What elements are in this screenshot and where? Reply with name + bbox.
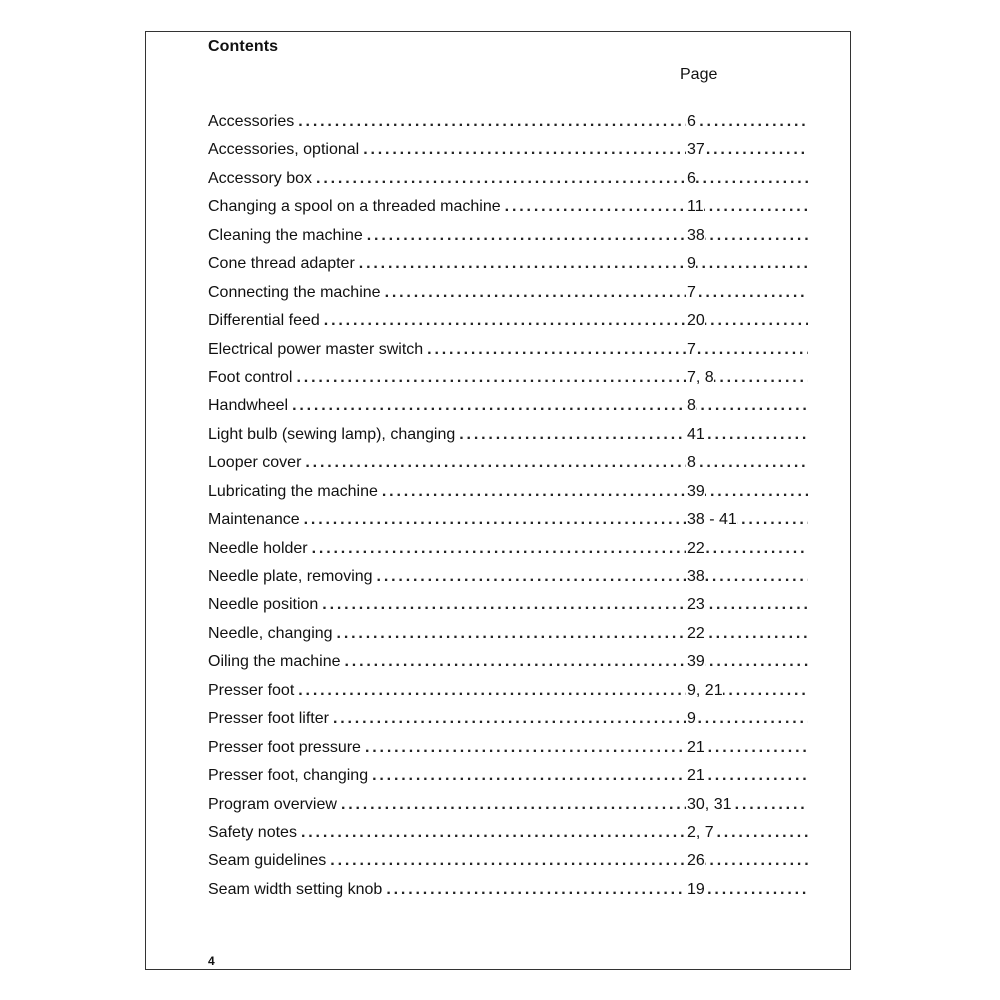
toc-entry-label: Foot control	[208, 368, 293, 386]
toc-leader-dots	[355, 250, 808, 278]
toc-entry	[208, 819, 808, 847]
toc-entry-label: Presser foot pressure	[208, 738, 361, 756]
toc-entry-label: Handwheel	[208, 397, 289, 415]
toc-entry-label: Lubricating the machine	[208, 482, 378, 500]
toc-leader-dots	[292, 364, 808, 392]
toc-entry-label: Changing a spool on a threaded machine	[208, 198, 501, 216]
toc-entry-pages: 22	[686, 620, 705, 648]
toc-entry	[208, 279, 808, 307]
toc-entry	[208, 108, 808, 136]
toc-entry-label: Needle plate, removing	[208, 568, 373, 585]
toc-entry	[208, 250, 808, 278]
page-column-label: Page	[680, 66, 718, 83]
toc-leader-dots	[326, 847, 808, 875]
toc-leader-dots	[308, 535, 808, 563]
toc-entry	[208, 421, 808, 449]
toc-entry-pages: 22	[686, 535, 705, 563]
toc-entry-pages: 30, 31	[686, 791, 731, 819]
toc-entry	[208, 364, 808, 392]
toc-entry	[208, 705, 808, 733]
toc-leader-dots	[320, 307, 808, 335]
toc-entry-label: Needle, changing	[208, 624, 333, 642]
toc-leader-dots	[333, 620, 808, 648]
toc-entry-label: Cleaning the machine	[208, 226, 363, 244]
toc-entry-label: Light bulb (sewing lamp), changing	[208, 425, 456, 443]
page-title: Contents	[208, 38, 279, 55]
document-page	[145, 31, 851, 970]
toc-entry	[208, 762, 808, 790]
toc-entry-pages: 7, 8	[686, 364, 714, 392]
toc-entry-pages: 9	[686, 705, 696, 733]
toc-entry-pages: 7	[686, 279, 696, 307]
footer-page-number: 4	[208, 954, 215, 968]
toc-entry-label: Presser foot, changing	[208, 767, 369, 785]
toc-entry-pages: 7	[686, 336, 696, 364]
toc-leader-dots	[373, 563, 808, 591]
toc-leader-dots	[378, 478, 808, 506]
toc-entry-label: Looper cover	[208, 454, 302, 472]
toc-entry-pages: 6	[686, 108, 696, 136]
toc-entry-pages: 26	[686, 847, 705, 875]
toc-entry-label: Needle holder	[208, 539, 308, 557]
table-of-contents	[208, 108, 808, 904]
toc-entry-label: Accessory box	[208, 169, 313, 187]
toc-leader-dots	[297, 819, 808, 847]
toc-entry-label: Safety notes	[208, 823, 297, 841]
toc-entry-pages: 6	[686, 165, 696, 193]
toc-entry	[208, 478, 808, 506]
toc-leader-dots	[337, 791, 808, 819]
toc-leader-dots	[361, 734, 808, 762]
toc-entry	[208, 392, 808, 420]
toc-leader-dots	[341, 648, 808, 676]
toc-leader-dots	[294, 108, 808, 136]
toc-entry	[208, 648, 808, 676]
toc-entry	[208, 791, 808, 819]
toc-leader-dots	[501, 193, 808, 221]
toc-entry-pages: 23	[686, 591, 705, 619]
toc-entry-label: Needle position	[208, 596, 319, 614]
toc-entry-label: Cone thread adapter	[208, 255, 355, 273]
toc-entry	[208, 620, 808, 648]
toc-entry	[208, 563, 808, 591]
toc-leader-dots	[363, 222, 808, 250]
toc-entry-label: Seam guidelines	[208, 852, 327, 870]
toc-entry	[208, 165, 808, 193]
toc-entry	[208, 535, 808, 563]
toc-entry-label: Accessories, optional	[208, 141, 360, 159]
toc-entry-pages: 20	[686, 307, 705, 335]
toc-leader-dots	[312, 165, 808, 193]
toc-leader-dots	[381, 279, 808, 307]
toc-entry	[208, 847, 808, 875]
toc-entry	[208, 591, 808, 619]
toc-entry-pages: 37	[686, 136, 705, 164]
toc-leader-dots	[423, 336, 808, 364]
toc-leader-dots	[368, 762, 808, 790]
toc-entry-pages: 38	[686, 222, 705, 250]
toc-entry-pages: 19	[686, 876, 705, 904]
toc-entry-pages: 8	[686, 449, 696, 477]
toc-entry-pages: 38	[686, 563, 705, 591]
toc-entry-label: Presser foot lifter	[208, 710, 329, 728]
toc-leader-dots	[359, 136, 808, 164]
toc-entry-pages: 9	[686, 250, 696, 278]
toc-entry	[208, 449, 808, 477]
toc-entry	[208, 136, 808, 164]
toc-entry-pages: 21	[686, 762, 705, 790]
toc-leader-dots	[455, 421, 808, 449]
toc-entry-pages: 41	[686, 421, 705, 449]
toc-entry-label: Presser foot	[208, 681, 295, 699]
toc-entry-pages: 8	[686, 392, 696, 420]
toc-entry	[208, 677, 808, 705]
toc-entry-label: Differential feed	[208, 312, 320, 330]
toc-leader-dots	[301, 449, 808, 477]
toc-entry-label: Accessories	[208, 113, 295, 130]
toc-entry-pages: 38 - 41	[686, 506, 737, 534]
toc-leader-dots	[288, 392, 808, 420]
toc-entry-pages: 39	[686, 478, 705, 506]
toc-entry	[208, 506, 808, 534]
toc-entry-pages: 2, 7	[686, 819, 714, 847]
toc-entry	[208, 307, 808, 335]
toc-entry-label: Connecting the machine	[208, 283, 381, 301]
toc-entry	[208, 336, 808, 364]
toc-leader-dots	[382, 876, 808, 904]
toc-entry-label: Maintenance	[208, 511, 300, 529]
toc-entry-label: Seam width setting knob	[208, 880, 383, 898]
toc-leader-dots	[294, 677, 808, 705]
toc-entry	[208, 193, 808, 221]
toc-entry	[208, 876, 808, 904]
toc-leader-dots	[318, 591, 808, 619]
toc-entry-pages: 11	[686, 193, 704, 221]
toc-entry-pages: 21	[686, 734, 705, 762]
toc-entry-pages: 39	[686, 648, 705, 676]
toc-entry	[208, 222, 808, 250]
toc-entry-label: Oiling the machine	[208, 653, 341, 671]
toc-entry-pages: 9, 21	[686, 677, 723, 705]
toc-leader-dots	[329, 705, 808, 733]
toc-entry-label: Program overview	[208, 795, 337, 813]
toc-entry	[208, 734, 808, 762]
toc-entry-label: Electrical power master switch	[208, 340, 424, 358]
